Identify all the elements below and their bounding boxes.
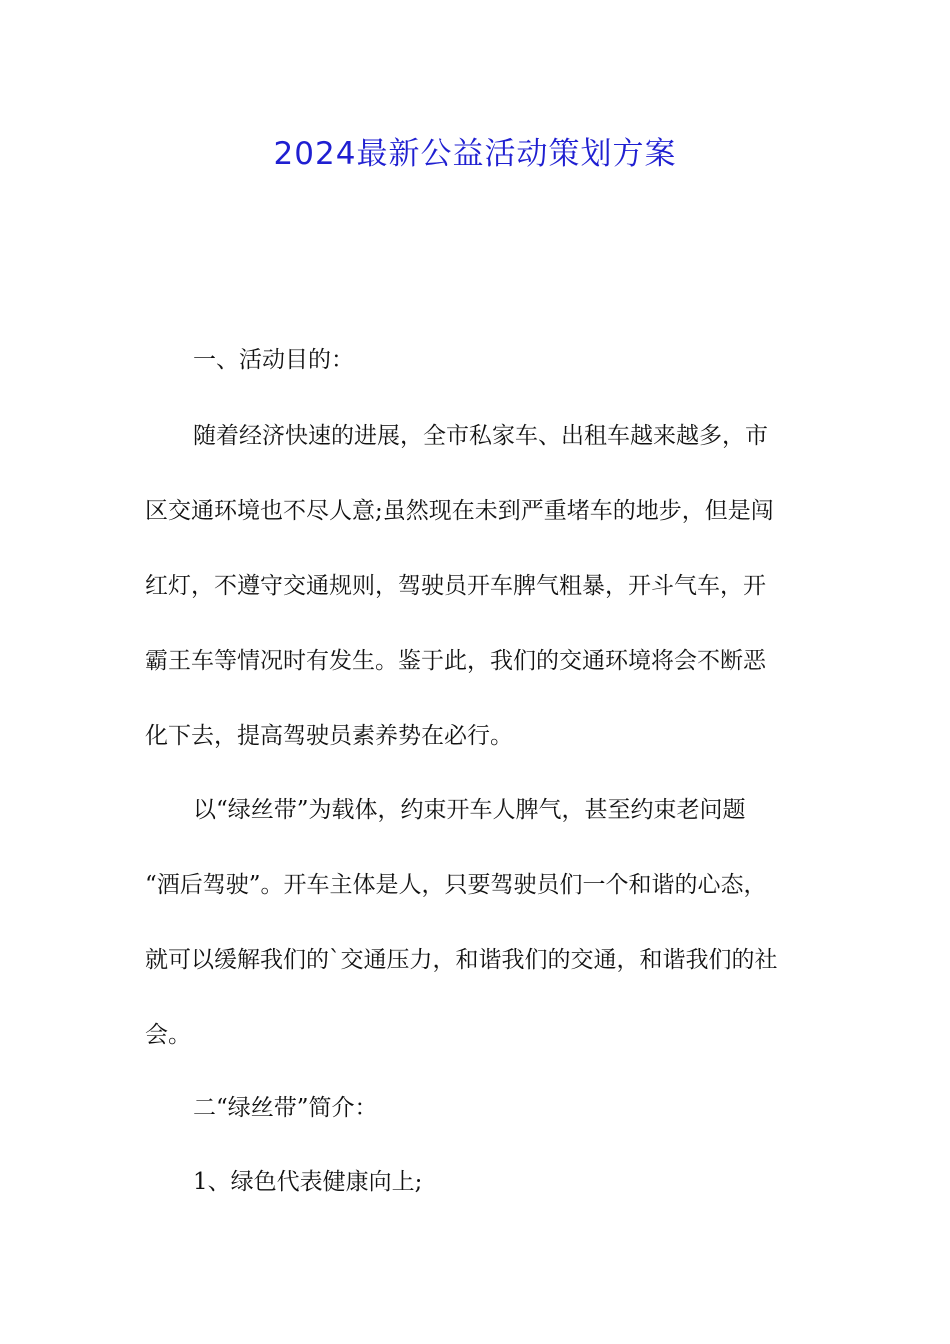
- paragraph-background: [145, 418, 811, 748]
- paragraph-line: “酒后驾驶”。开车主体是人，只要驾驶员们一个和谐的心态，: [145, 872, 767, 898]
- section-heading-purpose: 一、活动目的：: [193, 347, 354, 373]
- document-title: 2024最新公益活动策划方案: [273, 136, 677, 172]
- list-item: 1、绿色代表健康向上;: [193, 1169, 423, 1195]
- paragraph-line: 化下去，提高驾驶员素养势在必行。: [145, 723, 513, 749]
- paragraph-line: 会。: [145, 1022, 191, 1048]
- paragraph-line: 区交通环境也不尽人意;虽然现在未到严重堵车的地步，但是闯: [145, 498, 774, 524]
- paragraph-line: 就可以缓解我们的`交通压力，和谐我们的交通，和谐我们的社: [145, 947, 778, 973]
- paragraph-line: 红灯，不遵守交通规则，驾驶员开车脾气粗暴，开斗气车，开: [145, 573, 766, 599]
- paragraph-green-ribbon: [145, 792, 811, 1052]
- paragraph-line: 霸王车等情况时有发生。鉴于此，我们的交通环境将会不断恶: [145, 648, 766, 674]
- paragraph-line: 随着经济快速的进展，全市私家车、出租车越来越多，市: [193, 423, 768, 449]
- paragraph-line: 以“绿丝带”为载体，约束开车人脾气，甚至约束老问题: [193, 797, 746, 823]
- section-heading-intro: 二“绿丝带”简介：: [193, 1095, 378, 1121]
